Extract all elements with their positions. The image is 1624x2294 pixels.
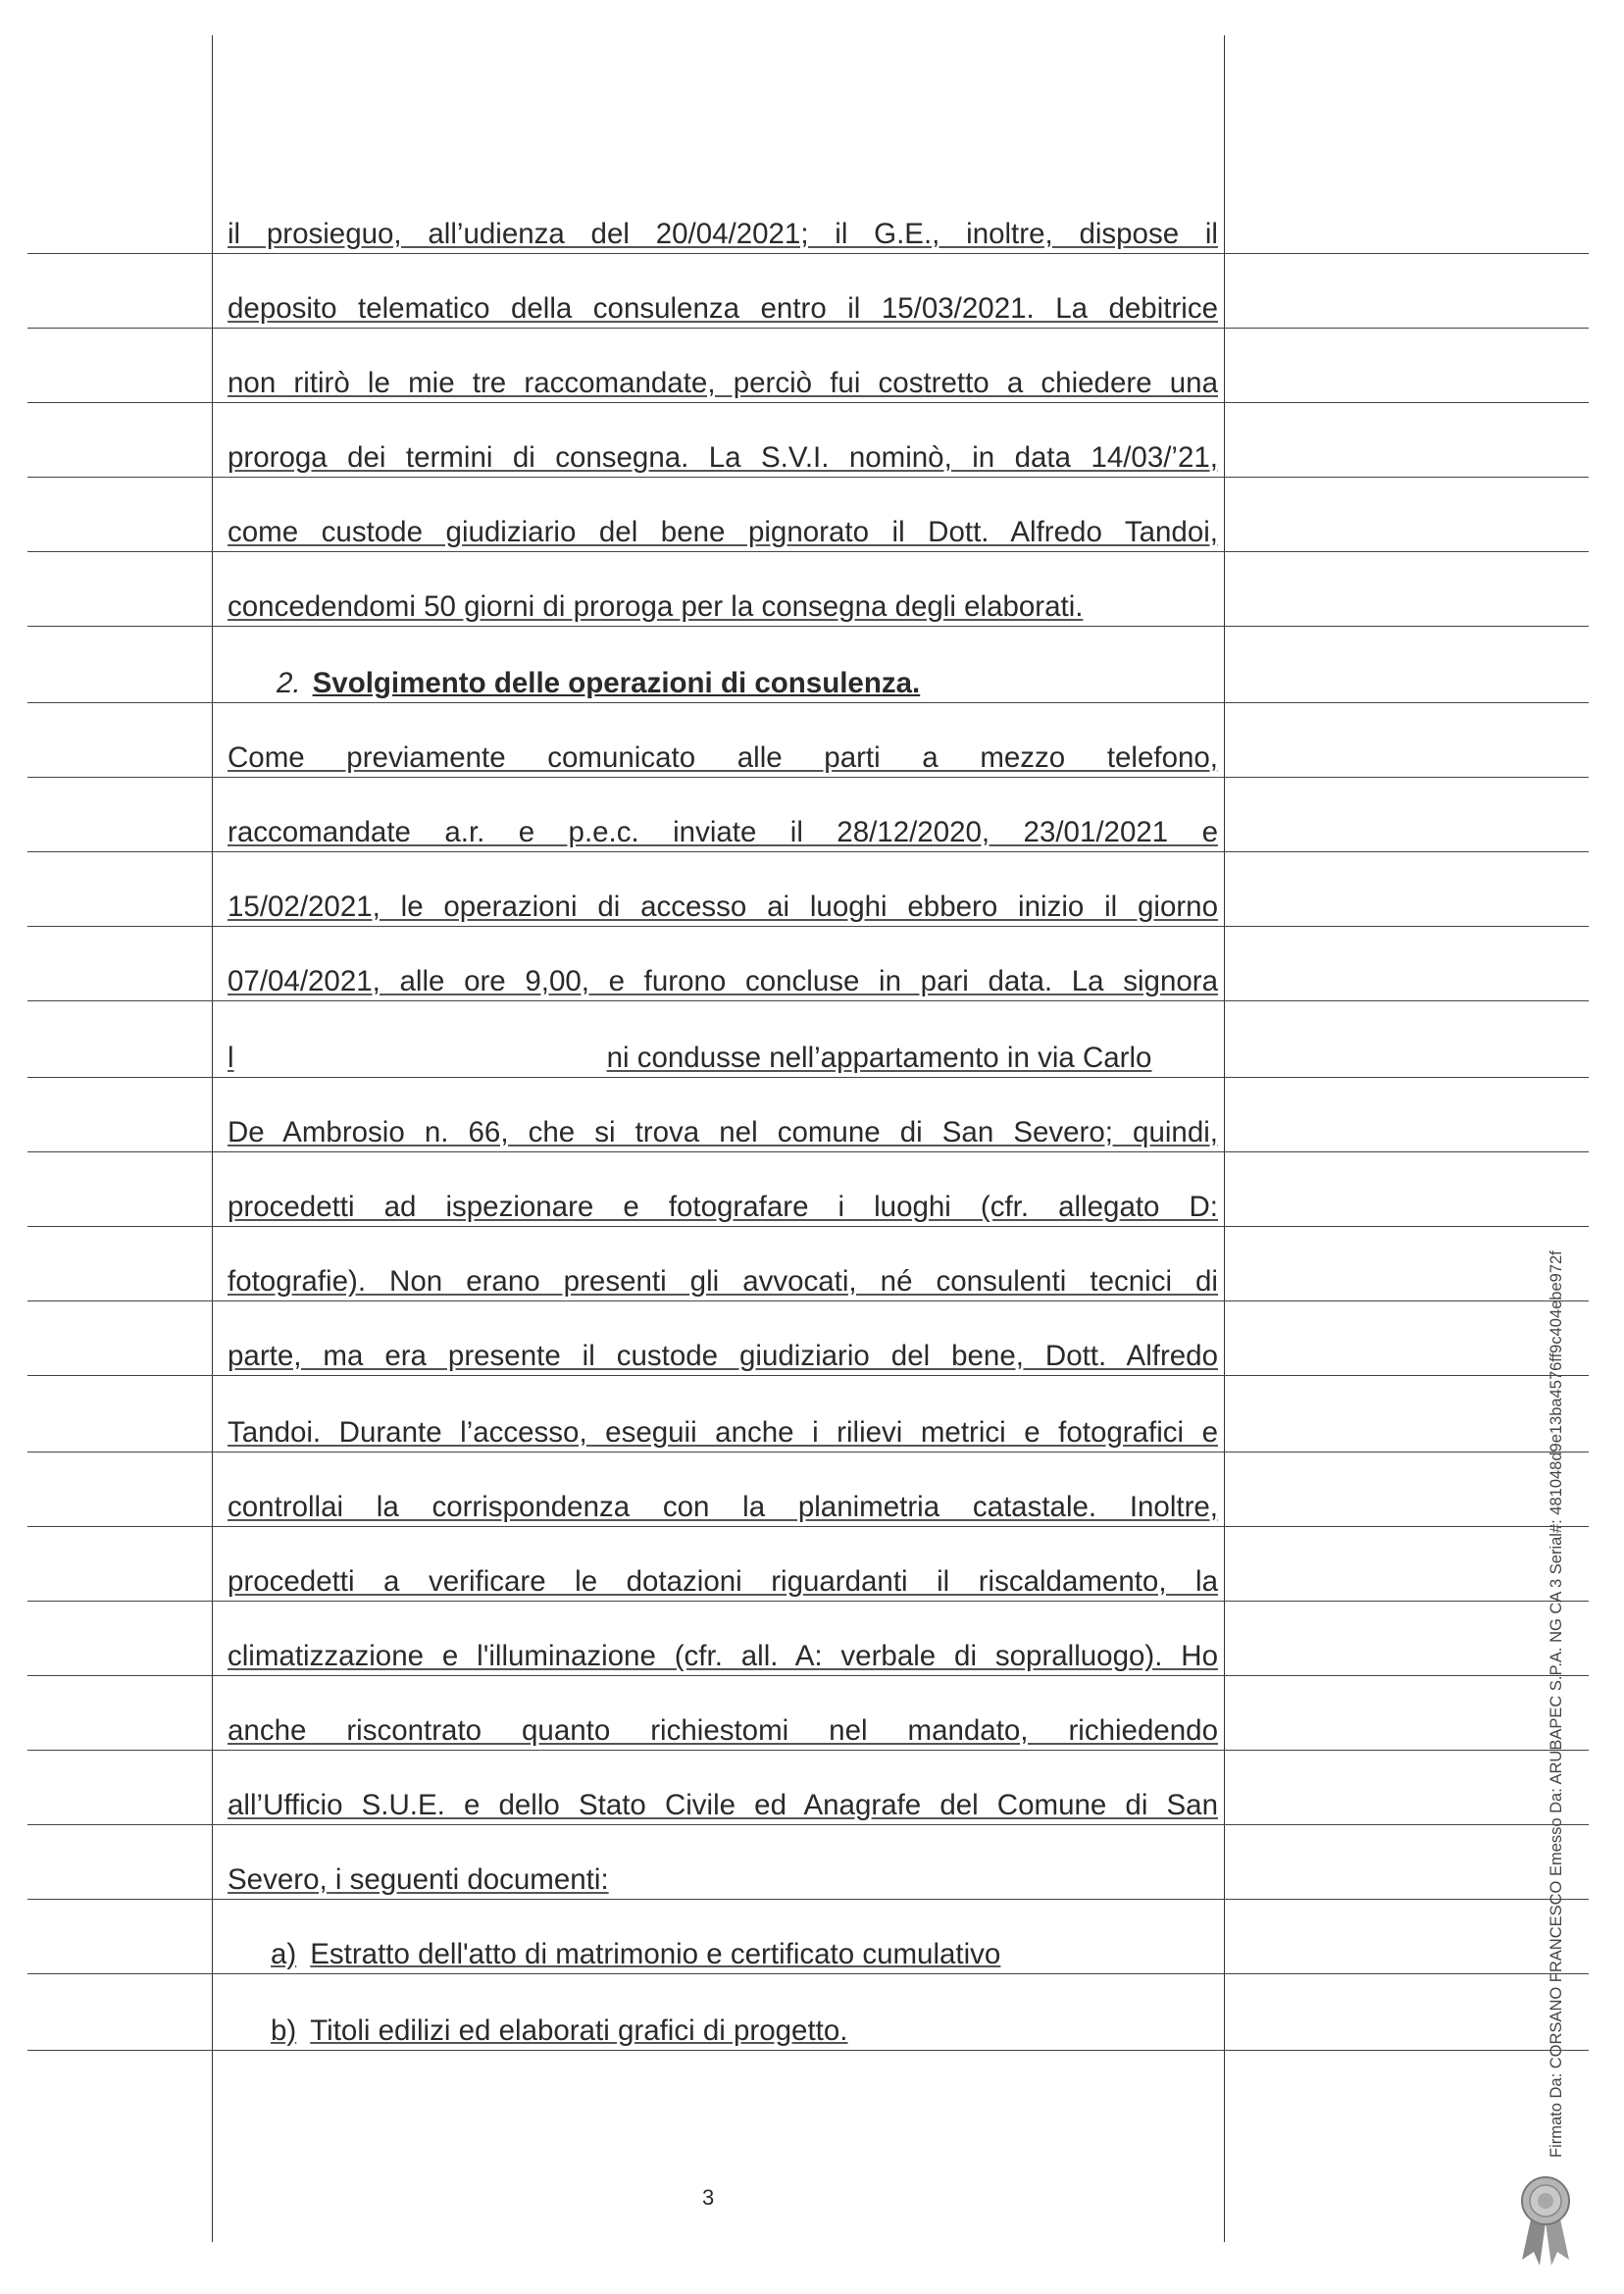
section-heading — [277, 667, 920, 700]
text-line: controllai la corrispondenza con la planimetria catastale. Inoltre, — [228, 1491, 1218, 1523]
ruled-line — [27, 328, 1589, 329]
text-line: De Ambrosio n. 66, che si trova nel comune di San Severo; quindi, — [228, 1116, 1218, 1148]
section-title: Svolgimento delle operazioni di consulenza. — [312, 667, 921, 699]
list-item — [271, 1938, 1000, 1971]
redacted-text-line — [228, 1042, 1218, 1075]
ruled-line — [27, 1000, 1589, 1001]
left-margin-line — [212, 35, 213, 2242]
ruled-line — [27, 253, 1589, 254]
text-line: deposito telematico della consulenza entro il 15/03/2021. La debitrice — [228, 292, 1218, 325]
list-text: Estratto dell'atto di matrimonio e certificato cumulativo — [310, 1938, 1001, 1970]
text-line: come custode giudiziario del bene pignorato il Dott. Alfredo Tandoi, — [228, 516, 1218, 548]
ruled-line — [27, 1151, 1589, 1152]
list-item — [271, 2014, 847, 2048]
ruled-line — [27, 1077, 1589, 1078]
list-marker: a) — [271, 1938, 297, 1970]
redacted-line-end: ni condusse nell’appartamento in via Carlo — [606, 1042, 1152, 1074]
ruled-line — [27, 1824, 1589, 1825]
ruled-line — [27, 1526, 1589, 1527]
text-line: il prosieguo, all’udienza del 20/04/2021; il G.E., inoltre, dispose il — [228, 218, 1218, 250]
section-number: 2. — [277, 667, 301, 699]
text-line: fotografie). Non erano presenti gli avvocati, né consulenti tecnici di — [228, 1265, 1218, 1298]
ruled-line — [27, 777, 1589, 778]
ruled-line — [27, 1452, 1589, 1453]
text-line: 15/02/2021, le operazioni di accesso ai luoghi ebbero inizio il giorno — [228, 891, 1218, 923]
text-line: all’Ufficio S.U.E. e dello Stato Civile ed Anagrafe del Comune di San — [228, 1789, 1218, 1821]
ruled-line — [27, 1226, 1589, 1227]
ruled-line — [27, 477, 1589, 478]
list-text: Titoli edilizi ed elaborati grafici di progetto. — [310, 2014, 848, 2047]
redacted-line-start: l — [228, 1042, 234, 1074]
text-line: climatizzazione e l'illuminazione (cfr. all. A: verbale di sopralluogo). Ho — [228, 1640, 1218, 1672]
ruled-line — [27, 851, 1589, 852]
digital-signature-text: Firmato Da: CORSANO FRANCESCO Emesso Da: ARUBAPEC S.P.A. NG CA 3 Serial#: 481048d9e13ba4576ff9c404ebe972f — [1548, 1250, 1565, 2158]
ruled-line — [27, 926, 1589, 927]
text-line: proroga dei termini di consegna. La S.V.I. nominò, in data 14/03/’21, — [228, 441, 1218, 474]
ruled-line — [27, 626, 1589, 627]
text-line: anche riscontrato quanto richiestomi nel mandato, richiedendo — [228, 1714, 1218, 1747]
redaction-block — [234, 1045, 607, 1074]
ruled-line — [27, 1899, 1589, 1900]
text-line: parte, ma era presente il custode giudiziario del bene, Dott. Alfredo — [228, 1340, 1218, 1372]
ruled-line — [27, 1375, 1589, 1376]
text-line: concedendomi 50 giorni di proroga per la consegna degli elaborati. — [228, 590, 1084, 623]
text-line: 07/04/2021, alle ore 9,00, e furono concluse in pari data. La signora — [228, 965, 1218, 997]
text-line: raccomandate a.r. e p.e.c. inviate il 28/12/2020, 23/01/2021 e — [228, 816, 1218, 848]
text-line: Tandoi. Durante l’accesso, eseguii anche i rilievi metrici e fotografici e — [228, 1416, 1218, 1449]
ruled-line — [27, 1300, 1589, 1301]
ruled-line — [27, 702, 1589, 703]
right-margin-line — [1224, 35, 1225, 2242]
text-line: procedetti ad ispezionare e fotografare i luoghi (cfr. allegato D: — [228, 1191, 1218, 1223]
ruled-line — [27, 1973, 1589, 1974]
ruled-line — [27, 1601, 1589, 1602]
ruled-line — [27, 1675, 1589, 1676]
ruled-line — [27, 1750, 1589, 1751]
list-marker: b) — [271, 2014, 297, 2047]
ruled-line — [27, 402, 1589, 403]
text-line: Severo, i seguenti documenti: — [228, 1863, 609, 1896]
text-line: procedetti a verificare le dotazioni riguardanti il riscaldamento, la — [228, 1565, 1218, 1598]
text-line: Come previamente comunicato alle parti a mezzo telefono, — [228, 741, 1218, 774]
ruled-line — [27, 551, 1589, 552]
page-number: 3 — [702, 2185, 715, 2210]
text-line: non ritirò le mie tre raccomandate, perciò fui costretto a chiedere una — [228, 367, 1218, 399]
digital-seal-icon — [1518, 2175, 1573, 2268]
ruled-line — [27, 2050, 1589, 2051]
